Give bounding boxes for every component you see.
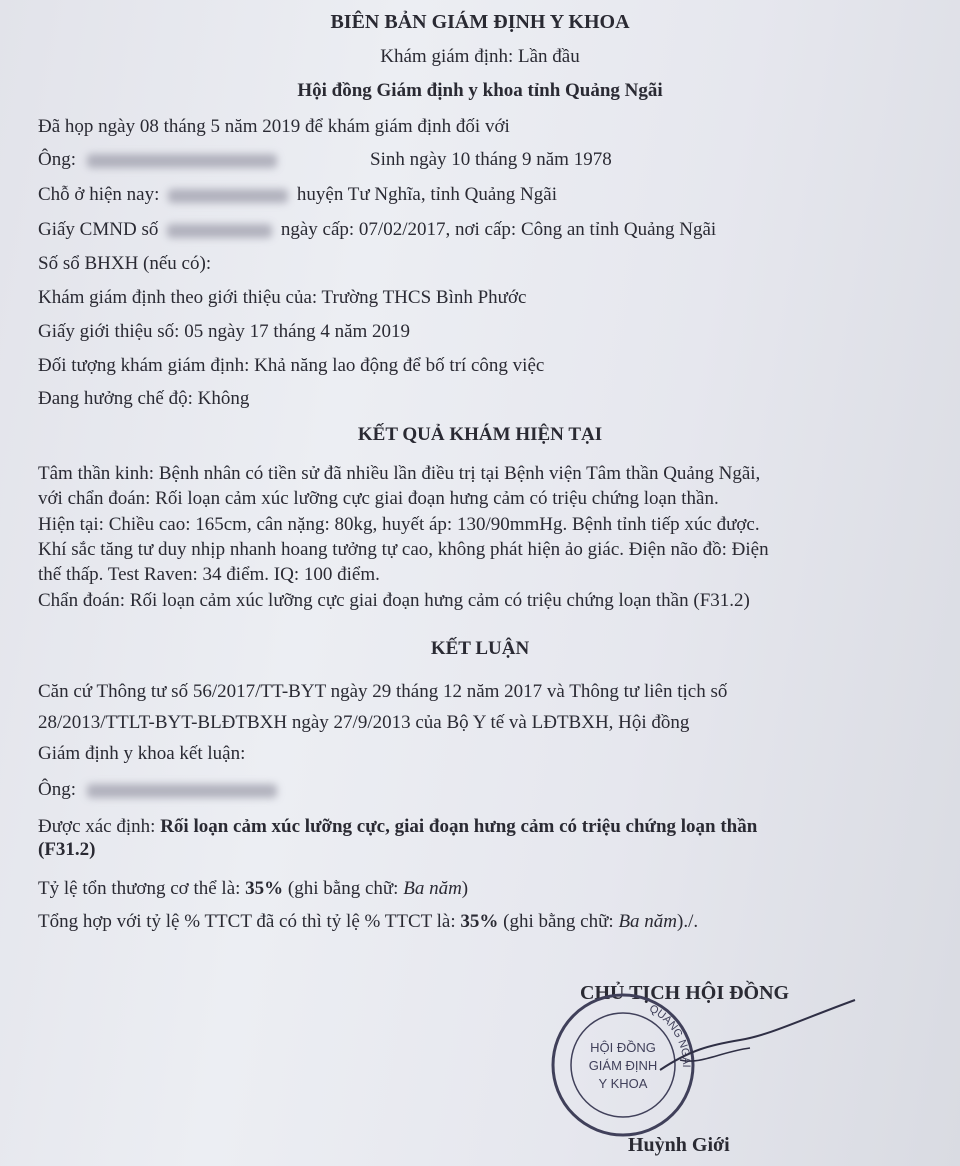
conclusion-line: Giám định y khoa kết luận: bbox=[38, 743, 246, 764]
seal-ring-text: QUẢNG NGÃI bbox=[647, 1002, 693, 1068]
council-name: Hội đồng Giám định y khoa tỉnh Quảng Ngãi bbox=[297, 80, 663, 101]
total-words: Ba năm bbox=[618, 911, 678, 932]
redacted-id-number bbox=[167, 224, 272, 238]
rate-value: 35% bbox=[245, 878, 284, 899]
results-line: với chẩn đoán: Rối loạn cảm xúc lưỡng cực giai đoạn hưng cảm có triệu chứng loạn thần. bbox=[38, 488, 719, 509]
determined-label: Được xác định: bbox=[38, 816, 156, 837]
referral-number-line: Giấy giới thiệu số: 05 ngày 17 tháng 4 năm 2019 bbox=[38, 321, 411, 342]
conclusion-name-line bbox=[38, 778, 277, 802]
name-label: Ông: bbox=[38, 779, 76, 800]
results-line: Tâm thần kinh: Bệnh nhân có tiền sử đã nhiều lần điều trị tại Bệnh viện Tâm thần Quảng Ngãi, bbox=[38, 463, 761, 484]
id-label: Giấy CMND số bbox=[38, 219, 159, 240]
seal-line: GIÁM ĐỊNH bbox=[588, 1058, 658, 1073]
rate-label: Tỷ lệ tổn thương cơ thể là: bbox=[38, 878, 241, 899]
seal-line: Y KHOA bbox=[598, 1076, 648, 1091]
document-title: BIÊN BẢN GIÁM ĐỊNH Y KHOA bbox=[330, 11, 630, 33]
bhxh-line: Số sổ BHXH (nếu có): bbox=[38, 253, 212, 274]
subject-line: Đối tượng khám giám định: Khả năng lao động để bố trí công việc bbox=[38, 355, 545, 376]
exam-type: Khám giám định: Lần đầu bbox=[380, 46, 580, 67]
determined-code: (F31.2) bbox=[38, 839, 96, 860]
address-value: huyện Tư Nghĩa, tỉnh Quảng Ngãi bbox=[296, 184, 557, 205]
address-label: Chỗ ở hiện nay: bbox=[38, 184, 160, 205]
rate-words: Ba năm bbox=[403, 878, 462, 899]
results-line: thế thấp. Test Raven: 34 điểm. IQ: 100 điểm. bbox=[38, 564, 380, 585]
rate-words-prefix: (ghi bằng chữ: bbox=[287, 878, 399, 899]
diagnosis-line: Chẩn đoán: Rối loạn cảm xúc lưỡng cực giai đoạn hưng cảm có triệu chứng loạn thần (F31.2) bbox=[38, 590, 750, 611]
id-line bbox=[38, 218, 716, 242]
determined-line bbox=[38, 815, 757, 839]
total-label: Tổng hợp với tỷ lệ % TTCT đã có thì tỷ lệ % TTCT là: bbox=[38, 911, 456, 932]
address-line bbox=[38, 183, 557, 207]
redacted-name bbox=[87, 784, 277, 798]
total-words-suffix: )./. bbox=[677, 911, 699, 932]
conclusion-line: Căn cứ Thông tư số 56/2017/TT-BYT ngày 29 tháng 12 năm 2017 và Thông tư liên tịch số bbox=[38, 681, 728, 702]
signature-title: CHỦ TỊCH HỘI ĐỒNG bbox=[580, 982, 790, 1004]
name-line bbox=[38, 148, 277, 172]
referral-line: Khám giám định theo giới thiệu của: Trường THCS Bình Phước bbox=[38, 287, 527, 308]
total-line bbox=[38, 910, 698, 934]
meeting-line: Đã họp ngày 08 tháng 5 năm 2019 để khám giám định đối với bbox=[38, 116, 510, 137]
results-line: Khí sắc tăng tư duy nhịp nhanh hoang tưởng tự cao, không phát hiện ảo giác. Điện não đồ: Điện bbox=[38, 539, 769, 560]
rate-words-suffix: ) bbox=[461, 878, 469, 899]
determined-value: Rối loạn cảm xúc lưỡng cực, giai đoạn hưng cảm có triệu chứng loạn thần bbox=[160, 816, 758, 837]
rate-line bbox=[38, 877, 468, 901]
total-value: 35% bbox=[460, 911, 499, 932]
birth-date: Sinh ngày 10 tháng 9 năm 1978 bbox=[370, 149, 612, 170]
conclusion-line: 28/2013/TTLT-BYT-BLĐTBXH ngày 27/9/2013 của Bộ Y tế và LĐTBXH, Hội đồng bbox=[38, 712, 690, 733]
handwritten-signature bbox=[650, 990, 870, 1090]
name-label: Ông: bbox=[38, 149, 76, 170]
signer-name: Huỳnh Giới bbox=[628, 1134, 730, 1156]
results-heading: KẾT QUẢ KHÁM HIỆN TẠI bbox=[357, 424, 603, 445]
total-words-prefix: (ghi bằng chữ: bbox=[503, 911, 614, 932]
regime-line: Đang hưởng chế độ: Không bbox=[38, 388, 250, 409]
results-line: Hiện tại: Chiều cao: 165cm, cân nặng: 80kg, huyết áp: 130/90mmHg. Bệnh tỉnh tiếp xúc được. bbox=[38, 514, 760, 535]
seal-line: HỘI ĐỒNG bbox=[590, 1040, 656, 1055]
conclusion-heading: KẾT LUẬN bbox=[430, 638, 530, 659]
redacted-name bbox=[87, 154, 277, 168]
id-value: ngày cấp: 07/02/2017, nơi cấp: Công an tỉnh Quảng Ngãi bbox=[280, 219, 717, 240]
redacted-address bbox=[168, 189, 288, 203]
